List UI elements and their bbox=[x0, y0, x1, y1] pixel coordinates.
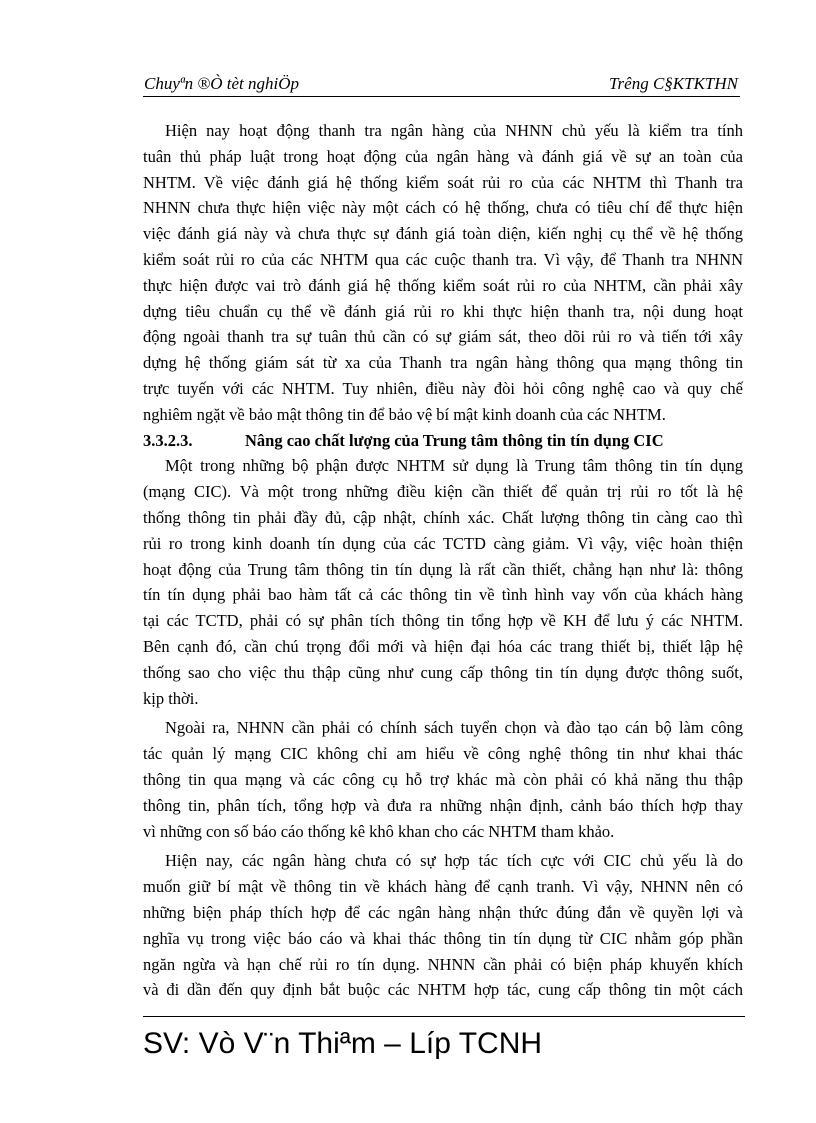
text-line: thực hiện được vai trò đánh giá hệ thống kiểm soát rủi ro của NHTM, cần phải xây bbox=[143, 275, 743, 295]
text-line: tác quản lý mạng CIC không chỉ am hiểu về công nghệ thông tin như khai thác bbox=[143, 744, 743, 764]
text-line: Hiện nay, các ngân hàng chưa có sự hợp tác tích cực với CIC chủ yếu là do bbox=[165, 851, 743, 871]
section-title: Nâng cao chất lượng của Trung tâm thông tin tín dụng CIC bbox=[245, 430, 664, 450]
text-line: hoạt động của Trung tâm thông tin tín dụng là rất cần thiết, chẳng hạn như là: thông bbox=[143, 559, 743, 579]
text-line: những biện pháp thích hợp để các ngân hàng nhận thức đúng đắn về quyền lợi và bbox=[143, 902, 743, 922]
text-line: tuân thủ pháp luật trong hoạt động của ngân hàng và đánh giá về sự an toàn của bbox=[143, 146, 743, 166]
text-line: trực tuyến với các NHTM. Tuy nhiên, điều này đòi hỏi công nghệ cao và quy chế bbox=[143, 378, 743, 398]
text-line: dựng tiêu chuẩn cụ thể về đánh giá rủi ro khi thực hiện thanh tra, nội dung hoạt bbox=[143, 301, 743, 321]
text-line: rủi ro trong kinh doanh tín dụng của các TCTD càng giảm. Vì vậy, việc hoàn thiện bbox=[143, 533, 743, 553]
footer-divider bbox=[143, 1016, 745, 1017]
text-line: ngăn ngừa và hạn chế rủi ro tín dụng. NHNN cần phải có biện pháp khuyến khích bbox=[143, 954, 743, 974]
header-right-school: Trêng C§KTKTHN bbox=[609, 74, 738, 93]
text-line: và đi dần đến quy định bắt buộc các NHTM hợp tác, cung cấp thông tin một cách bbox=[143, 980, 743, 1000]
text-line: kịp thời. bbox=[143, 688, 199, 708]
paragraph bbox=[143, 715, 743, 844]
header-left-title: Chuyªn ®Ò tèt nghiÖp bbox=[144, 74, 300, 93]
page-header bbox=[143, 74, 740, 97]
text-line: tín tín dụng phải bao hàm tất cả các thông tin về tình hình vay vốn của khách hàng bbox=[143, 585, 743, 605]
text-line: thông tin, phân tích, tổng hợp và đưa ra những nhận định, cảnh báo thích hợp thay bbox=[143, 795, 743, 815]
text-line: Một trong những bộ phận được NHTM sử dụng là Trung tâm thông tin tín dụng bbox=[165, 456, 743, 476]
text-line: Ngoài ra, NHNN cần phải có chính sách tuyển chọn và đào tạo cán bộ làm công bbox=[165, 718, 743, 738]
text-line: NHNN chưa thực hiện việc này một cách có hệ thống, chưa có tiêu chí để thực hiện bbox=[143, 198, 743, 218]
text-line: Hiện nay hoạt động thanh tra ngân hàng của NHNN chủ yếu là kiểm tra tính bbox=[165, 121, 743, 140]
text-line: muốn giữ bí mật về thông tin về khách hàng để cạnh tranh. Vì vậy, NHNN nên có bbox=[143, 877, 743, 897]
text-line: NHTM. Về việc đánh giá hệ thống kiểm soát rủi ro của các NHTM thì Thanh tra bbox=[143, 172, 743, 192]
text-line: dựng hệ thống giám sát từ xa của Thanh tra ngân hàng thông qua mạng thông tin bbox=[143, 353, 743, 373]
text-line: nghĩa vụ trong việc báo cáo và khai thác thông tin tín dụng từ CIC nhằm góp phần bbox=[143, 928, 743, 948]
document-body bbox=[143, 118, 743, 1003]
page-footer: SV: Vò V¨n Thiªm – Líp TCNH bbox=[143, 1027, 543, 1060]
paragraph bbox=[143, 118, 743, 428]
text-line: thống sao cho việc thu thập cũng như cung cấp thông tin tín dụng được thông suốt, bbox=[143, 662, 743, 682]
text-line: (mạng CIC). Và một trong những điều kiện cần thiết để quản trị rủi ro tốt là hệ bbox=[143, 482, 743, 502]
section-number: 3.3.2.3. bbox=[143, 430, 193, 450]
text-line: thống thông tin phải đầy đủ, cập nhật, chính xác. Chất lượng thông tin càng cao thì bbox=[143, 507, 743, 527]
paragraph bbox=[143, 453, 743, 711]
text-line: nghiêm ngặt về bảo mật thông tin để bảo vệ bí mật kinh doanh của các NHTM. bbox=[143, 404, 666, 424]
text-line: tại các TCTD, phải có sự phân tích thông tin tổng hợp về KH để lưu ý các NHTM. bbox=[143, 611, 743, 631]
section-heading bbox=[143, 428, 743, 454]
paragraph bbox=[143, 848, 743, 1003]
text-line: động ngoài thanh tra sự tuân thủ cần có sự giám sát, theo dõi rủi ro và tiến tới xây bbox=[143, 327, 743, 347]
text-line: thông tin qua mạng và các công cụ hỗ trợ khác mà còn phải có khả năng thu thập bbox=[143, 769, 743, 789]
text-line: việc đánh giá này và chưa thực sự đánh giá toàn diện, kiến nghị cụ thể về hệ thống bbox=[143, 224, 743, 244]
text-line: kiểm soát rủi ro của các NHTM qua các cuộc thanh tra. Vì vậy, để Thanh tra NHNN bbox=[143, 249, 743, 269]
text-line: Bên cạnh đó, cần chú trọng đổi mới và hiện đại hóa các trang thiết bị, thiết lập hệ bbox=[143, 636, 743, 656]
text-line: vì những con số báo cáo thống kê khô khan cho các NHTM tham khảo. bbox=[143, 821, 615, 841]
